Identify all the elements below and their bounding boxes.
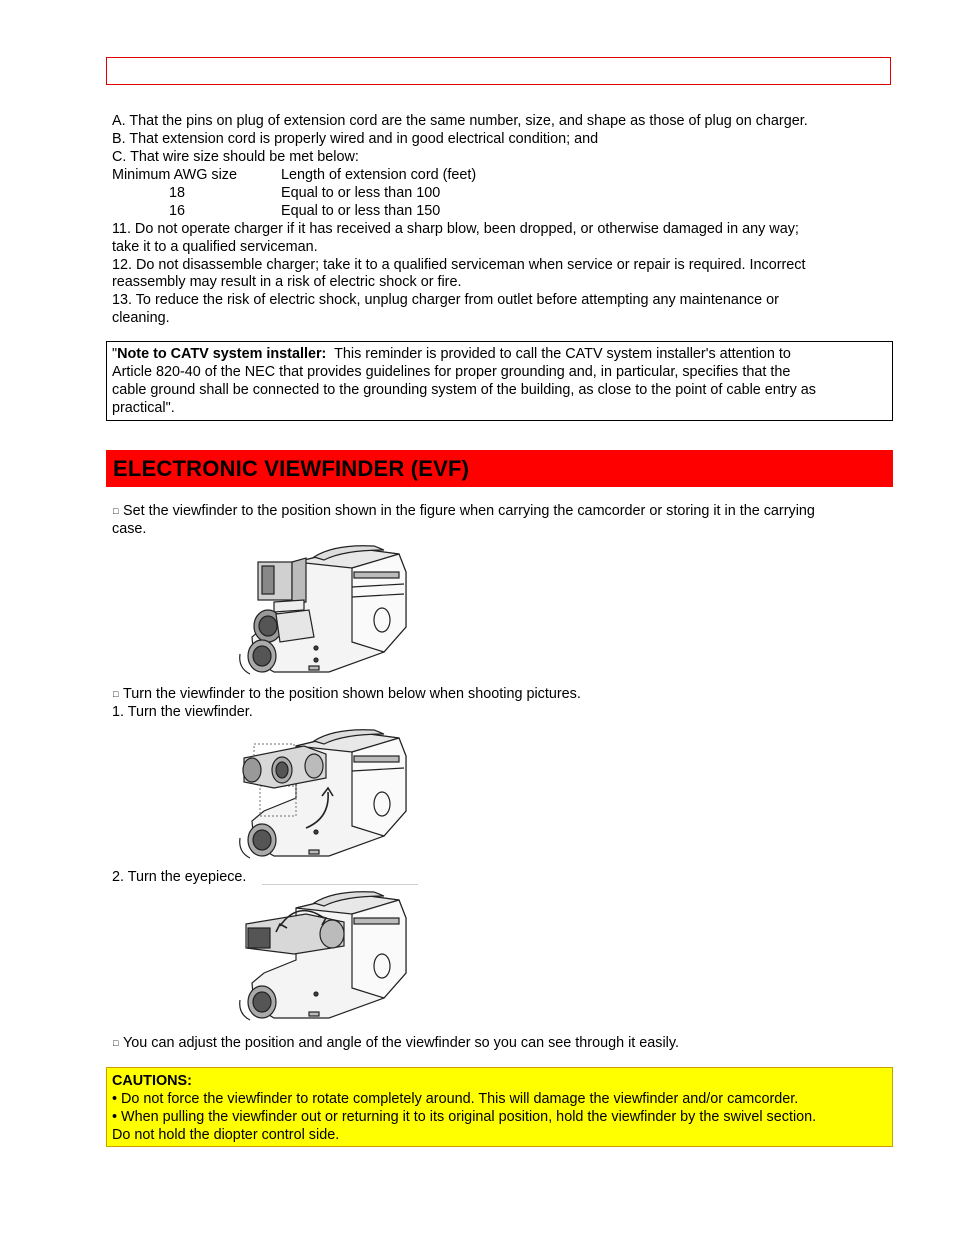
divider [262, 884, 418, 885]
caution-line-3: Do not hold the diopter control side. [112, 1127, 340, 1143]
evf-step-1: 1. Turn the viewfinder. [112, 704, 253, 720]
camcorder-storage-figure [234, 542, 410, 682]
evf-bullet-1 [113, 502, 815, 520]
section-title-bar [106, 450, 893, 487]
square-bullet-icon: □ [113, 506, 119, 516]
square-bullet-icon: □ [113, 689, 119, 699]
caution-line-1: • Do not force the viewfinder to rotate completely around. This will damage the viewfinder and/or camcorder. [112, 1091, 799, 1107]
cautions-box [106, 1067, 893, 1147]
note-quote: " [112, 346, 118, 362]
note-line-3: cable ground shall be connected to the grounding system of the building, as close to the point of cable entry as [112, 382, 816, 398]
note-line-4: practical". [112, 400, 175, 416]
evf-bullet-1-text: Set the viewfinder to the position shown in the figure when carrying the camcorder or storing it in the carrying [123, 503, 815, 519]
list-item-a: A. That the pins on plug of extension cord are the same number, size, and shape as those of plug on charger. [112, 113, 808, 129]
cautions-heading: CAUTIONS: [112, 1073, 192, 1089]
evf-bullet-1-cont: case. [112, 521, 147, 537]
evf-bullet-2-text: Turn the viewfinder to the position shown below when shooting pictures. [123, 686, 581, 702]
evf-bullet-2 [113, 685, 581, 703]
note-line-1: This reminder is provided to call the CATV system installer's attention to [326, 346, 791, 362]
evf-bullet-3-text: You can adjust the position and angle of the viewfinder so you can see through it easily. [123, 1035, 680, 1051]
instruction-11-cont: take it to a qualified serviceman. [112, 239, 318, 255]
instruction-11: 11. Do not operate charger if it has received a sharp blow, been dropped, or otherwise damaged in any way; [112, 221, 799, 237]
square-bullet-icon: □ [113, 1038, 119, 1048]
awg-row-size: 18 [169, 185, 186, 201]
caution-line-2: • When pulling the viewfinder out or returning it to its original position, hold the viewfinder by the swivel section. [112, 1109, 817, 1125]
camcorder-turn-viewfinder-figure [234, 726, 410, 866]
instruction-12: 12. Do not disassemble charger; take it to a qualified serviceman when service or repair is required. Incorrect [112, 257, 806, 273]
awg-row-size: 16 [169, 203, 186, 219]
awg-header-length: Length of extension cord (feet) [281, 167, 477, 183]
awg-row-length: Equal to or less than 100 [281, 185, 441, 201]
instruction-13-cont: cleaning. [112, 310, 170, 326]
list-item-c: C. That wire size should be met below: [112, 149, 359, 165]
instruction-13: 13. To reduce the risk of electric shock, unplug charger from outlet before attempting any maintenance or [112, 292, 779, 308]
list-item-b: B. That extension cord is properly wired and in good electrical condition; and [112, 131, 599, 147]
awg-header-size: Minimum AWG size [112, 167, 237, 183]
evf-bullet-3 [113, 1034, 679, 1052]
catv-note-box [106, 341, 893, 421]
evf-step-2: 2. Turn the eyepiece. [112, 869, 247, 885]
header-box [106, 57, 891, 85]
camcorder-turn-eyepiece-figure [234, 888, 410, 1028]
note-heading: Note to CATV system installer: [117, 346, 327, 362]
note-line-2: Article 820-40 of the NEC that provides guidelines for proper grounding and, in particular, specifies that the [112, 364, 791, 380]
section-title: ELECTRONIC VIEWFINDER (EVF) [113, 456, 470, 481]
awg-row-length: Equal to or less than 150 [281, 203, 441, 219]
instruction-12-cont: reassembly may result in a risk of electric shock or fire. [112, 274, 462, 290]
